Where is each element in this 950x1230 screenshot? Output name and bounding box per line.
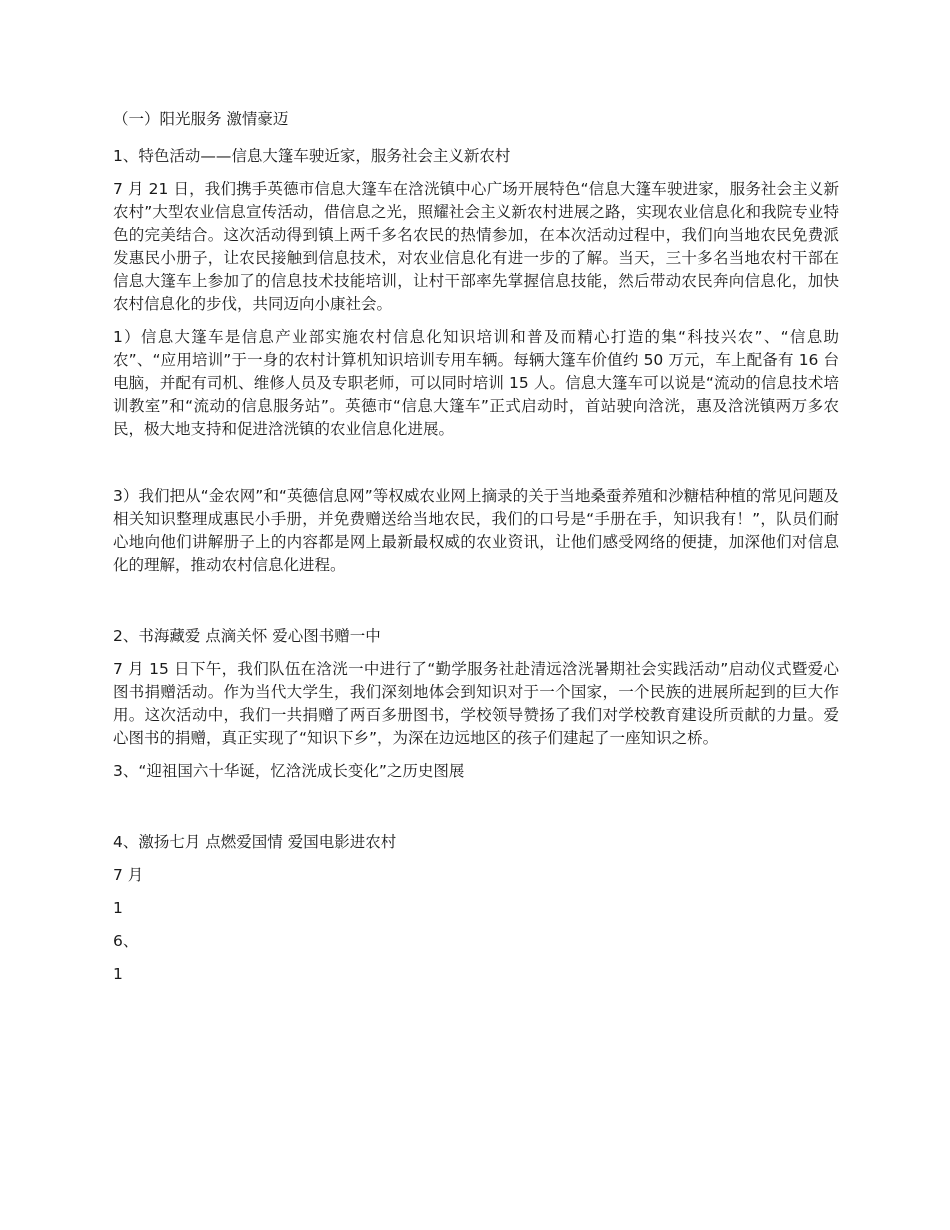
paragraph-caravan-event: 7 月 21 日，我们携手英德市信息大篷车在浛洸镇中心广场开展特色“信息大篷车驶进家，服务社会主义新农村”大型农业信息宣传活动，借信息之光，照耀社会主义新农村进展之路，实现农业信息化和我院专业特色的完美结合。这次活动得到镇上两千多名农民的热情参加，在本次活动过程中，我们向当地农民免费派发惠民小册子，让农民接触到信息技术，对农业信息化有进一步的了解。当天，三十多名当地农村干部在信息大篷车上参加了的信息技术技能培训，让村干部率先掌握信息技能，然后带动农民奔向信息化，加快农村信息化的步伐，共同迈向小康社会。: [113, 180, 839, 313]
subsection-heading-3: 3、“迎祖国六十华诞，忆浛洸成长变化”之历史图展: [113, 762, 465, 780]
fragment-line: 6、: [113, 932, 139, 950]
subsection-heading-4: 4、激扬七月 点燃爱国情 爱国电影进农村: [113, 833, 397, 851]
paragraph-caravan-intro: 1）信息大篷车是信息产业部实施农村信息化知识培训和普及而精心打造的集“科技兴农”、“信息助农”、“应用培训”于一身的农村计算机知识培训专用车辆。每辆大篷车价值约 50 万元，车上配备有 16 台电脑，并配有司机、维修人员及专职老师，可以同时培训 15 人。信息大篷车可以说是“流动的信息技术培训教室”和“流动的信息服务站”。英德市“信息大篷车”正式启动时，首站驶向浛洸，惠及浛洸镇两万多农民，极大地支持和促进浛洸镇的农业信息化进展。: [113, 328, 839, 438]
section-heading: （一）阳光服务 激情豪迈: [113, 110, 289, 128]
fragment-line: 1: [113, 899, 123, 917]
subsection-heading-2: 2、书海藏爱 点滴关怀 爱心图书赠一中: [113, 627, 381, 645]
paragraph-book-donation: 7 月 15 日下午，我们队伍在浛洸一中进行了“勤学服务社赴清远浛洸暑期社会实践活动”启动仪式暨爱心图书捐赠活动。作为当代大学生，我们深刻地体会到知识对于一个国家，一个民族的进展所起到的巨大作用。这次活动中，我们一共捐赠了两百多册图书，学校领导赞扬了我们对学校教育建设所贡献的力量。爱心图书的捐赠，真正实现了“知识下乡”，为深在边远地区的孩子们建起了一座知识之桥。: [113, 660, 839, 747]
fragment-line: 1: [113, 965, 123, 983]
subsection-heading-1: 1、特色活动——信息大篷车驶近家，服务社会主义新农村: [113, 147, 511, 165]
paragraph-handbook: 3）我们把从“金农网”和“英德信息网”等权威农业网上摘录的关于当地桑蚕养殖和沙糖桔种植的常见问题及相关知识整理成惠民小手册，并免费赠送给当地农民，我们的口号是“手册在手，知识我有！”，队员们耐心地向他们讲解册子上的内容都是网上最新最权威的农业资讯，让他们感受网络的便捷，加深他们对信息化的理解，推动农村信息化进程。: [113, 487, 839, 574]
fragment-line: 7 月: [113, 866, 144, 884]
document-page: [113, 108, 839, 986]
